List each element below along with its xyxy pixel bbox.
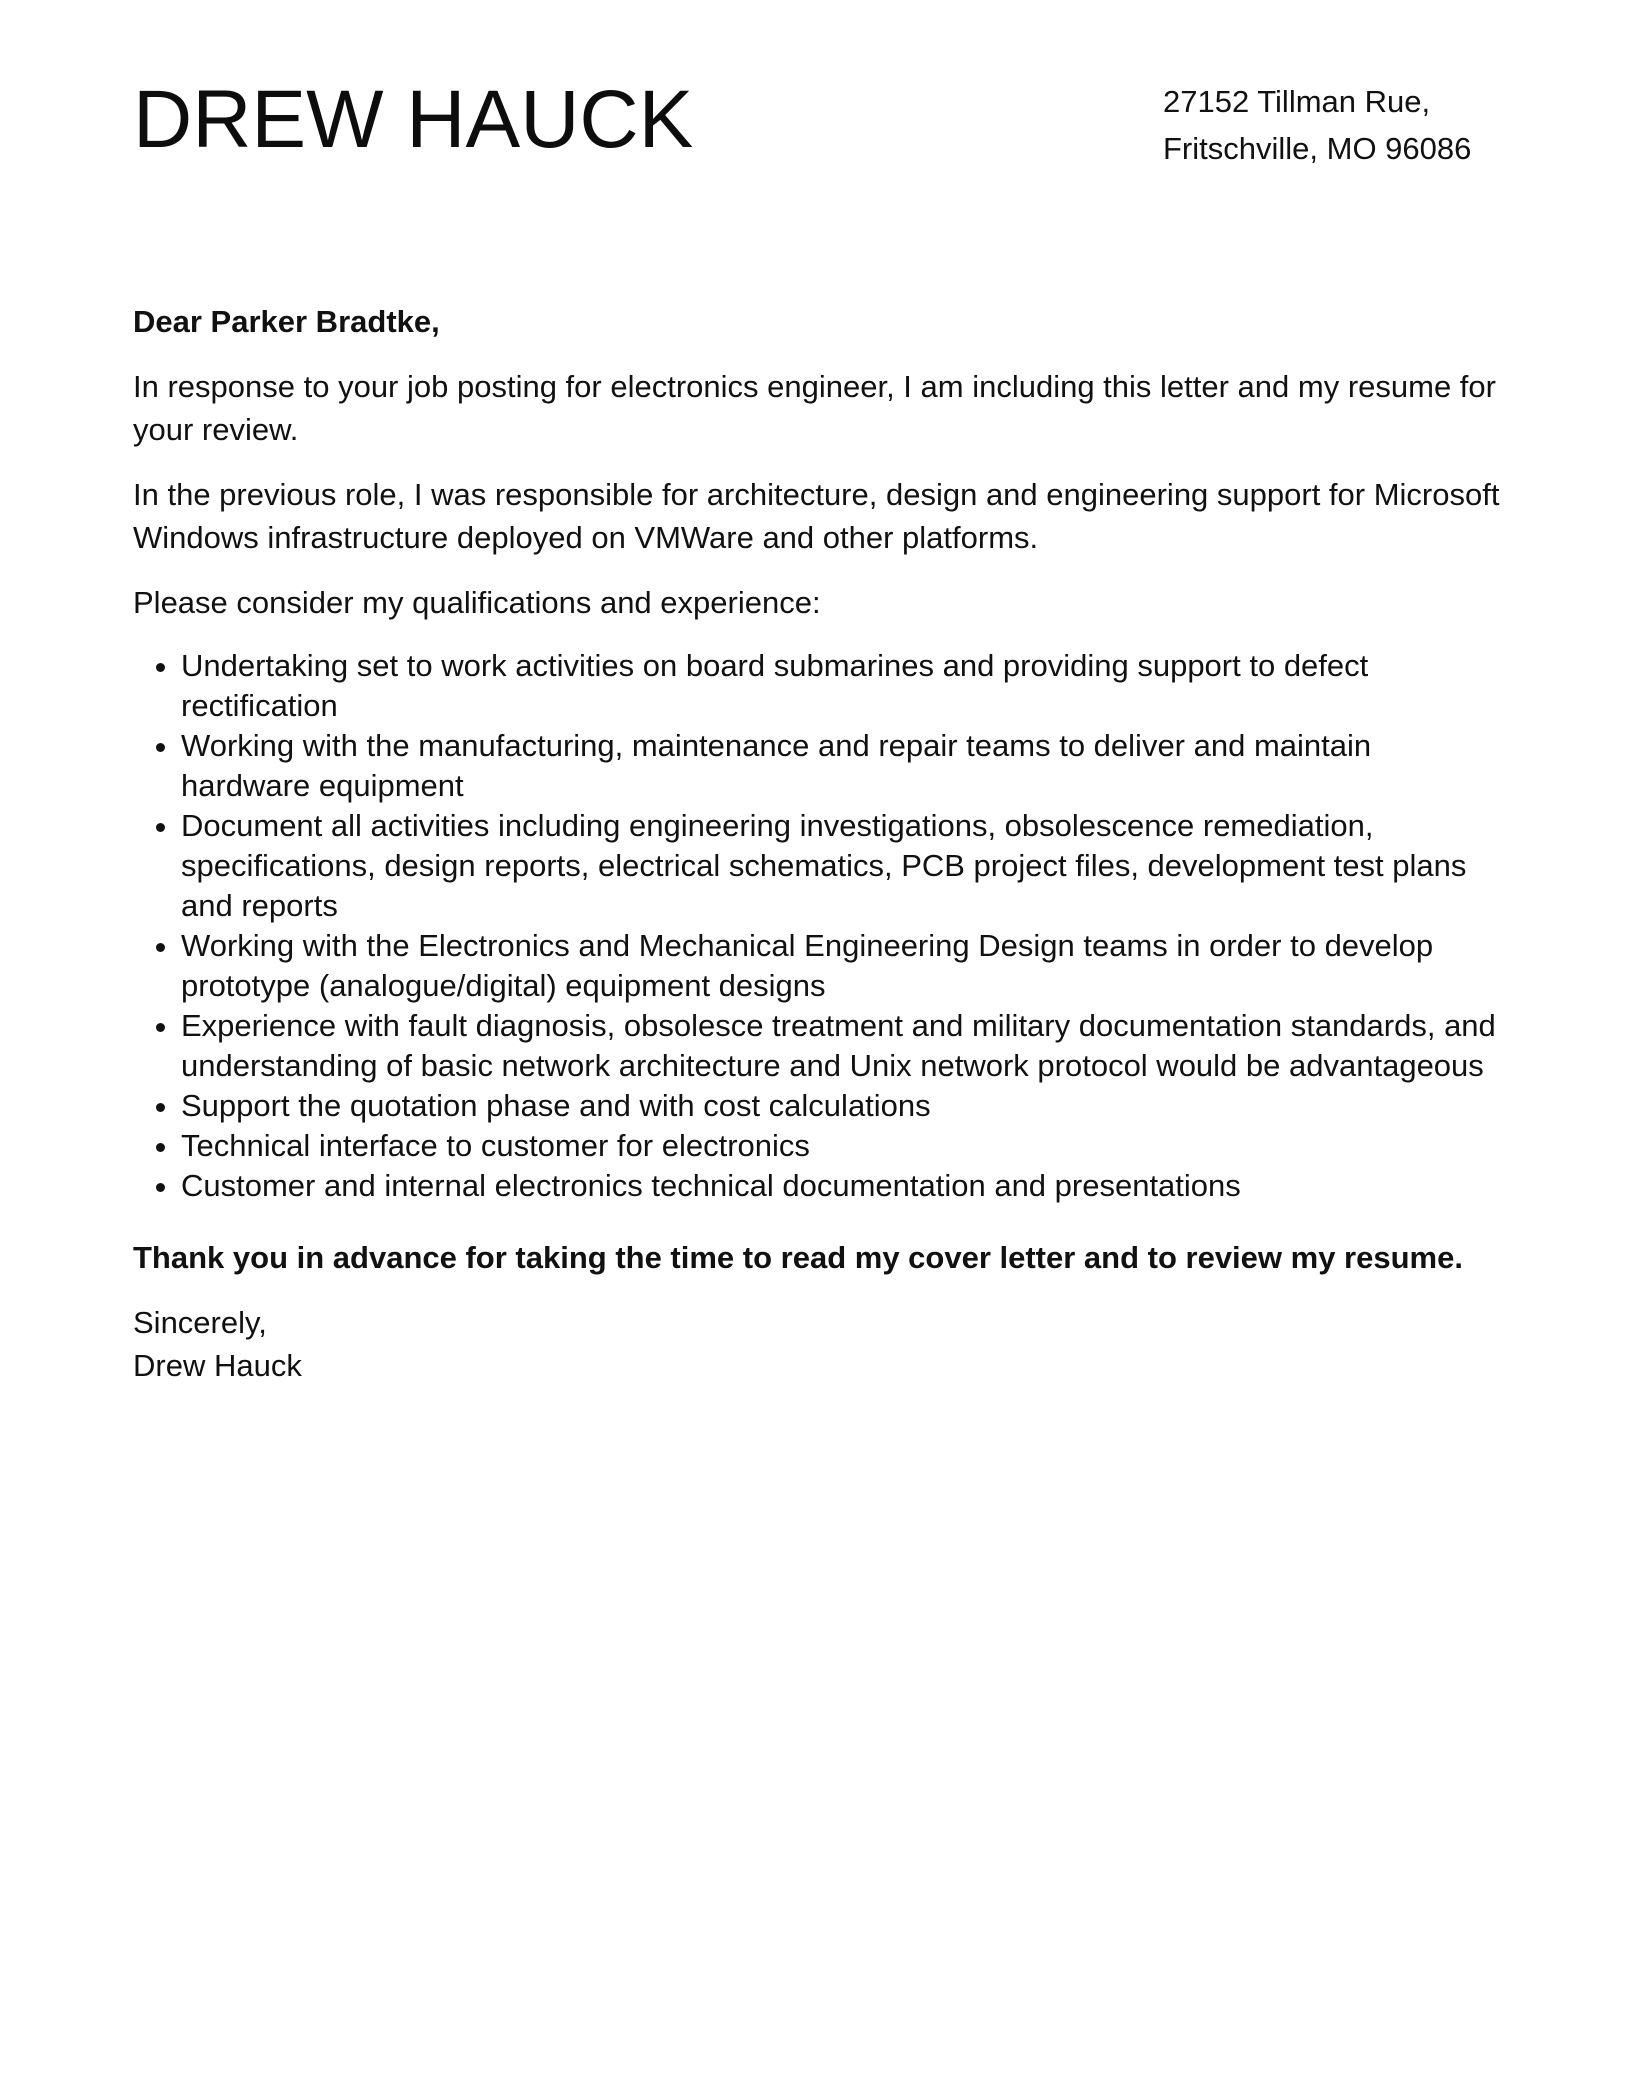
list-item: • Technical interface to customer for electronics [181, 1126, 1503, 1166]
applicant-name: DREW HAUCK [133, 74, 694, 165]
list-item: • Experience with fault diagnosis, obsolesce treatment and military documentation standards, and understanding of basic network architecture and Unix network protocol would be advantageous [181, 1006, 1503, 1086]
signature-name: Drew Hauck [133, 1348, 302, 1383]
address-line-2: Fritschville, MO 96086 [1163, 131, 1472, 166]
experience-paragraph: In the previous role, I was responsible for architecture, design and engineering support for Microsoft Windows infrastructure deployed on VMWare and other platforms. [133, 477, 1500, 555]
list-item: • Document all activities including engineering investigations, obsolescence remediation, specifications, design reports, electrical schematics, PCB project files, development test plans and reports [181, 806, 1503, 926]
list-item: • Working with the manufacturing, maintenance and repair teams to deliver and maintain hardware equipment [181, 726, 1503, 806]
closing-statement: Thank you in advance for taking the time to read my cover letter and to review my resume. [133, 1240, 1463, 1275]
letter-body [133, 300, 1503, 1387]
list-item: • Working with the Electronics and Mechanical Engineering Design teams in order to develop prototype (analogue/digital) equipment designs [181, 926, 1503, 1006]
applicant-address [1163, 78, 1471, 172]
address-line-1: 27152 Tillman Rue, [1163, 84, 1431, 119]
list-item: • Support the quotation phase and with cost calculations [181, 1086, 1503, 1126]
intro-paragraph: In response to your job posting for electronics engineer, I am including this letter and my resume for your review. [133, 369, 1496, 447]
list-item: • Customer and internal electronics technical documentation and presentations [181, 1166, 1503, 1206]
list-item: • Undertaking set to work activities on board submarines and providing support to defect rectification [181, 646, 1503, 726]
qualifications-list [133, 646, 1503, 1206]
salutation: Dear Parker Bradtke, [133, 304, 440, 339]
signoff-block [133, 1301, 1503, 1387]
qualifications-intro: Please consider my qualifications and experience: [133, 585, 821, 620]
signoff: Sincerely, [133, 1305, 267, 1340]
